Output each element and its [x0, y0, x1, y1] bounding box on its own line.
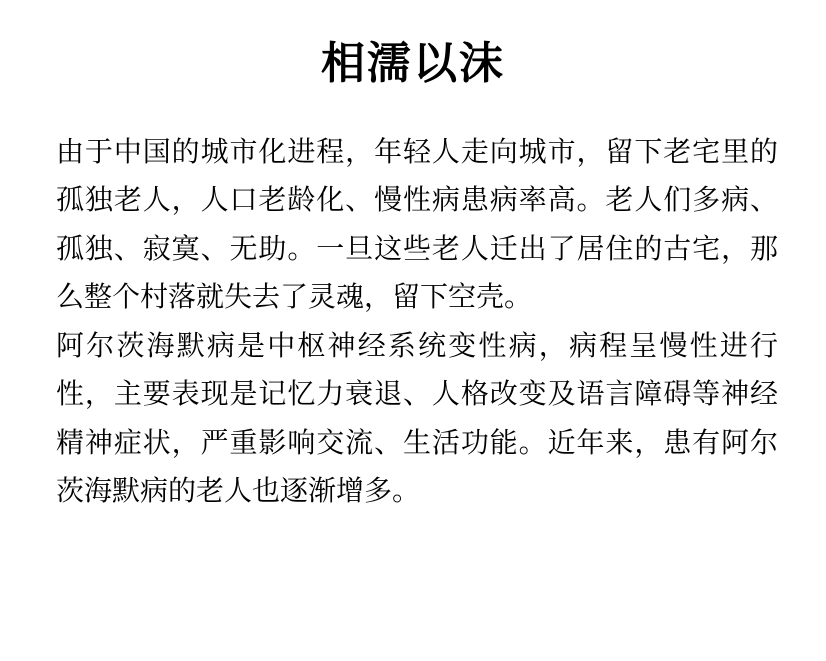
paragraph-1: 由于中国的城市化进程，年轻人走向城市，留下老宅里的孤独老人，人口老龄化、慢性病患病率高。老人们多病、孤独、寂寞、无助。一旦这些老人迁出了居住的古宅，那么整个村落就失去了灵魂，留下空壳。 [56, 135, 778, 314]
paragraph-2: 阿尔茨海默病是中枢神经系统变性病，病程呈慢性进行性，主要表现是记忆力衰退、人格改变及语言障碍等神经精神症状，严重影响交流、生活功能。近年来，患有阿尔茨海默病的老人也逐渐增多。 [56, 328, 778, 508]
body-text-block [56, 128, 778, 516]
page-title: 相濡以沫 [321, 38, 505, 89]
